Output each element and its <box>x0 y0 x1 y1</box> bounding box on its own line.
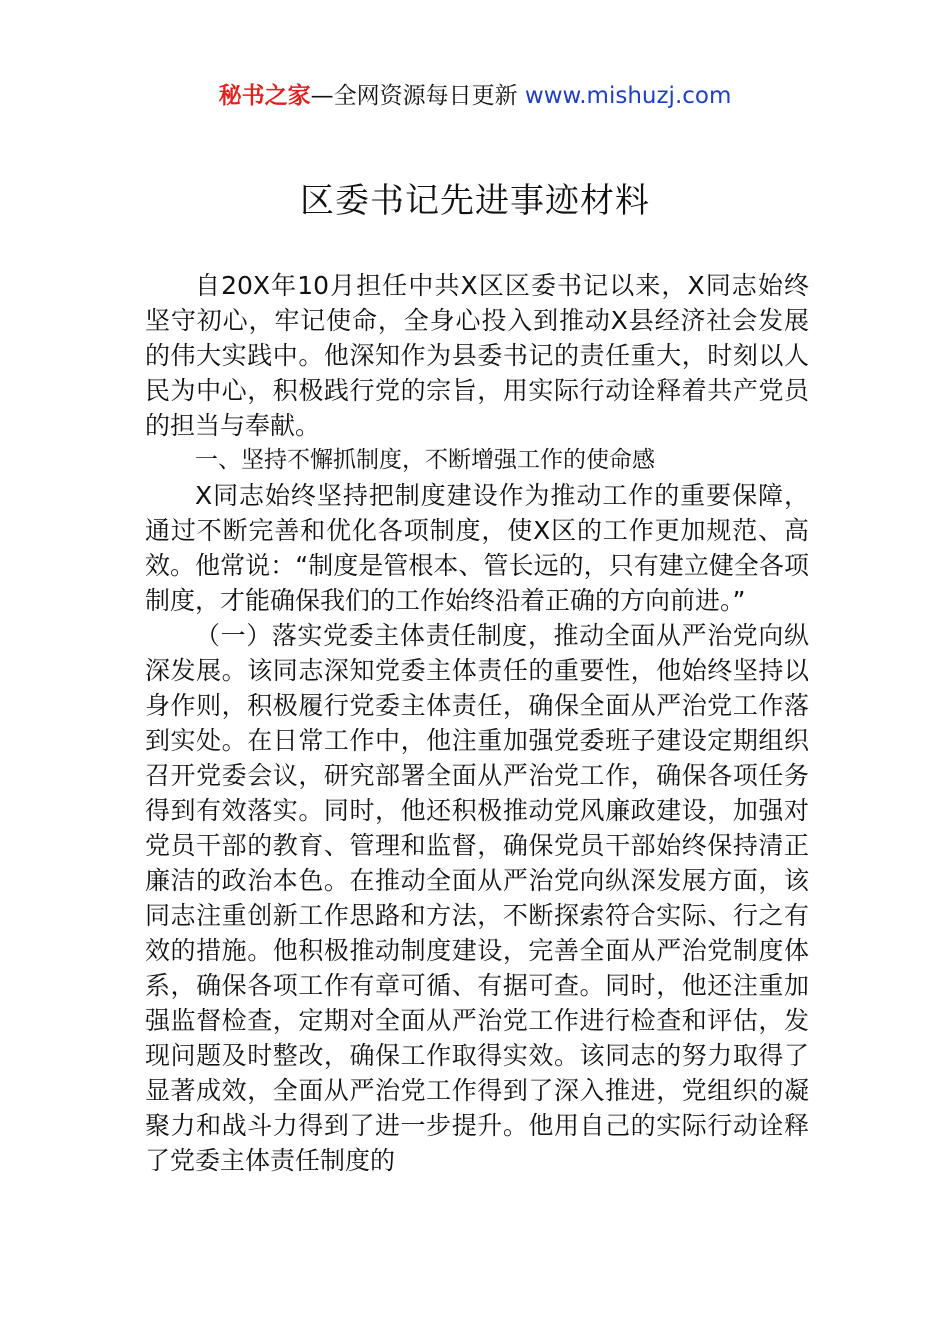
document-body <box>145 268 809 1178</box>
document-title: 区委书记先进事迹材料 <box>300 181 650 221</box>
site-brand: 秘书之家 <box>218 83 311 109</box>
body-paragraph: （一）落实党委主体责任制度，推动全面从严治党向纵深发展。该同志深知党委主体责任的重要性，他始终坚持以身作则，积极履行党委主体责任，确保全面从严治党工作落到实处。在日常工作中，他注重加强党委班子建设定期组织召开党委会议，研究部署全面从严治党工作，确保各项任务得到有效落实。同时，他还积极推动党风廉政建设，加强对党员干部的教育、管理和监督，确保党员干部始终保持清正廉洁的政治本色。在推动全面从严治党向纵深发展方面，该同志注重创新工作思路和方法，不断探索符合实际、行之有效的措施。他积极推动制度建设，完善全面从严治党制度体系，确保各项工作有章可循、有据可查。同时，他还注重加强监督检查，定期对全面从严治党工作进行检查和评估，发现问题及时整改，确保工作取得实效。该同志的努力取得了显著成效，全面从严治党工作得到了深入推进，党组织的凝聚力和战斗力得到了进一步提升。他用自己的实际行动诠释了党委主体责任制度的 <box>145 621 809 1175</box>
site-tagline: —全网资源每日更新 <box>310 83 525 109</box>
site-header <box>0 80 950 112</box>
site-url-link[interactable]: www.mishuzj.com <box>524 83 732 109</box>
intro-paragraph: 自20X年10月担任中共X区区委书记以来，X同志始终坚守初心，牢记使命，全身心投入到推动X县经济社会发展的伟大实践中。他深知作为县委书记的责任重大，时刻以人民为中心，积极践行党的宗旨，用实际行动诠释着共产党员的担当与奉献。 <box>145 271 809 440</box>
section-heading: 一、坚持不懈抓制度，不断增强工作的使命感 <box>195 447 655 473</box>
body-paragraph: X同志始终坚持把制度建设作为推动工作的重要保障，通过不断完善和优化各项制度，使X区的工作更加规范、高效。他常说：“制度是管根本、管长远的，只有建立健全各项制度，才能确保我们的工作始终沿着正确的方向前进。” <box>145 481 809 615</box>
